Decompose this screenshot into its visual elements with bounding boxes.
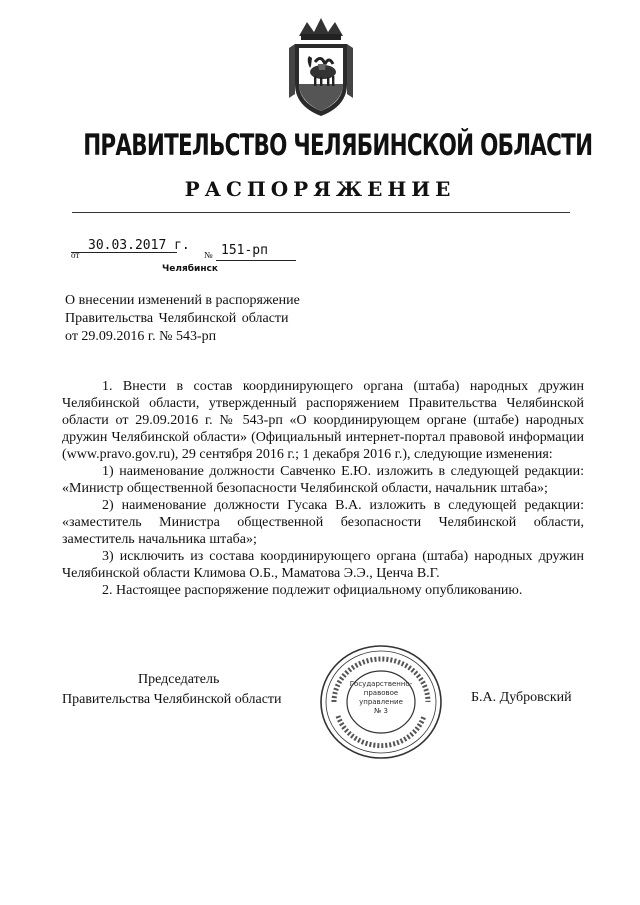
document-subject	[65, 292, 325, 346]
position-line-2: Правительства Челябинской области	[62, 692, 282, 707]
subject-line: О внесении изменений в распоряжение	[65, 293, 300, 308]
document-body	[62, 378, 584, 599]
number-prefix: №	[204, 250, 213, 260]
document-type-heading: РАСПОРЯЖЕНИЕ	[184, 177, 456, 201]
subject-line: от 29.09.2016 г. № 543-рп	[65, 329, 217, 344]
item-1: 1) наименование должности Савченко Е.Ю. изложить в следующей редакции: «Министр общественной безопасности Челябинской области, начальник штаба»;	[62, 464, 584, 496]
seal-text-line: Государственно-	[349, 680, 413, 688]
coat-of-arms-emblem	[285, 14, 357, 122]
item-3: 3) исключить из состава координирующего органа (штаба) народных дружин Челябинской области Климова О.Б., Маматова Э.Э., Ценча В.Г.	[62, 549, 584, 581]
organization-title: ПРАВИТЕЛЬСТВО ЧЕЛЯБИНСКОЙ ОБЛАСТИ	[83, 128, 593, 162]
number-underline	[216, 260, 296, 261]
official-stamp-seal	[316, 642, 446, 762]
document-date: 30.03.2017 г.	[88, 238, 190, 253]
seal-text-line: управление	[359, 698, 403, 706]
date-prefix: от	[71, 250, 80, 260]
position-line-1: Председатель	[138, 672, 220, 687]
city-label: Челябинск	[162, 264, 218, 274]
paragraph-1: 1. Внести в состав координирующего органа (штаба) народных дружин Челябинской области, утвержденный распоряжением Правительства Челябинской области от 29.09.2016 г. № 543-рп «О координирующем органе (штабе) народных дружин Челябинской области» (Официальный интернет-портал правовой информации (www.pravo.gov.ru), 29 сентября 2016 г.; 1 декабря 2016 г.), следующие изменения:	[62, 379, 584, 462]
seal-text-line: правовое	[363, 689, 399, 697]
signatory-position	[62, 670, 282, 710]
header-divider	[72, 212, 570, 213]
subject-line: Правительства Челябинской области	[65, 311, 289, 326]
item-2: 2) наименование должности Гусака В.А. изложить в следующей редакции: «заместитель Министра общественной безопасности Челябинской области, заместитель начальника штаба»;	[62, 498, 584, 547]
document-number: 151-рп	[221, 243, 268, 258]
seal-text-line: № 3	[374, 707, 388, 715]
signatory-name: Б.А. Дубровский	[471, 690, 572, 705]
date-underline	[71, 252, 177, 253]
paragraph-2: 2. Настоящее распоряжение подлежит официальному опубликованию.	[102, 583, 523, 598]
